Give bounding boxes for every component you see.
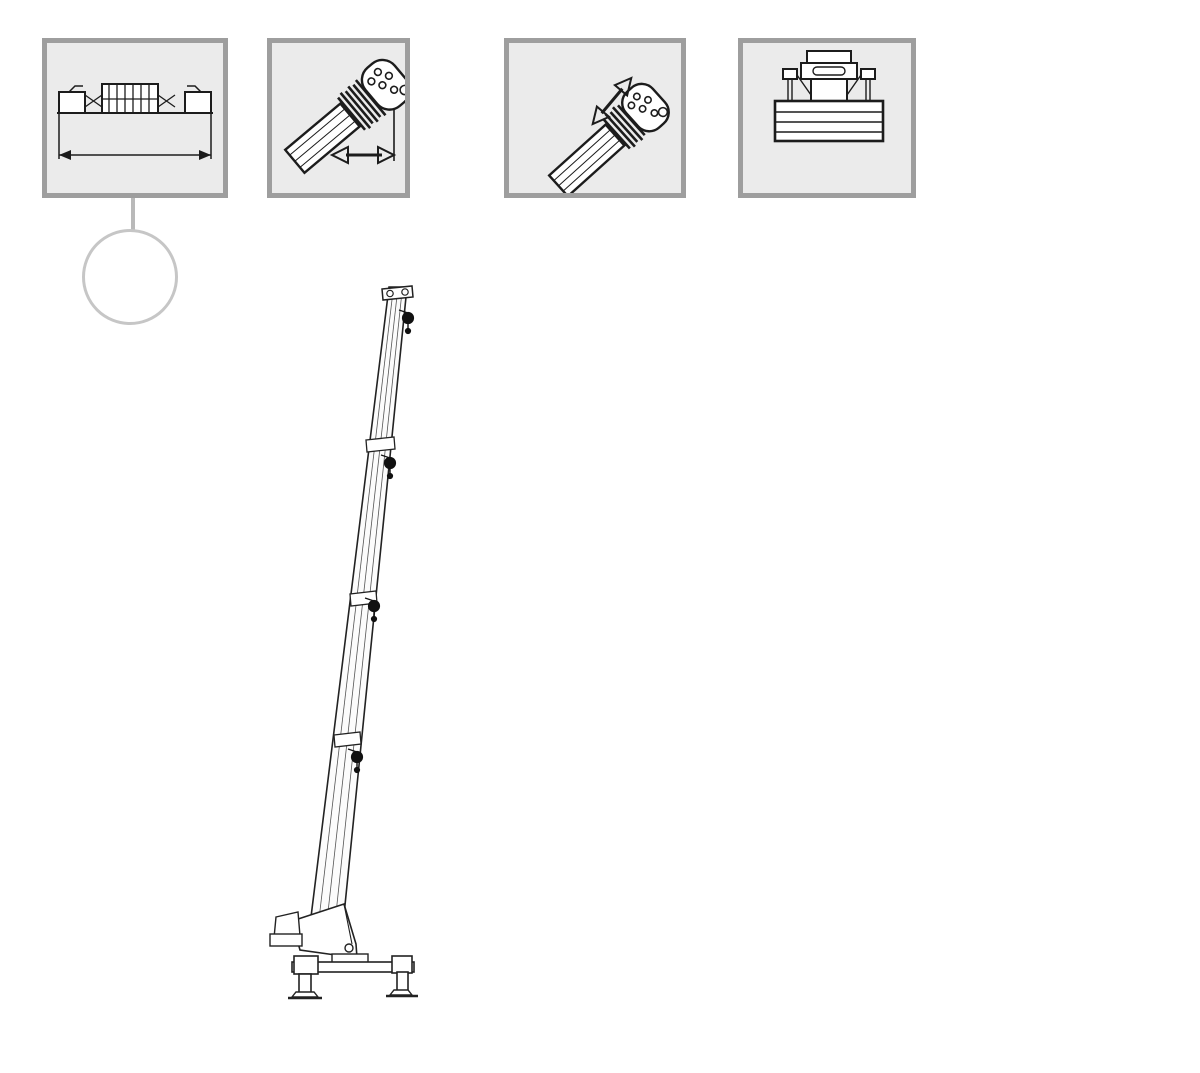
crane-illustration xyxy=(270,286,418,998)
